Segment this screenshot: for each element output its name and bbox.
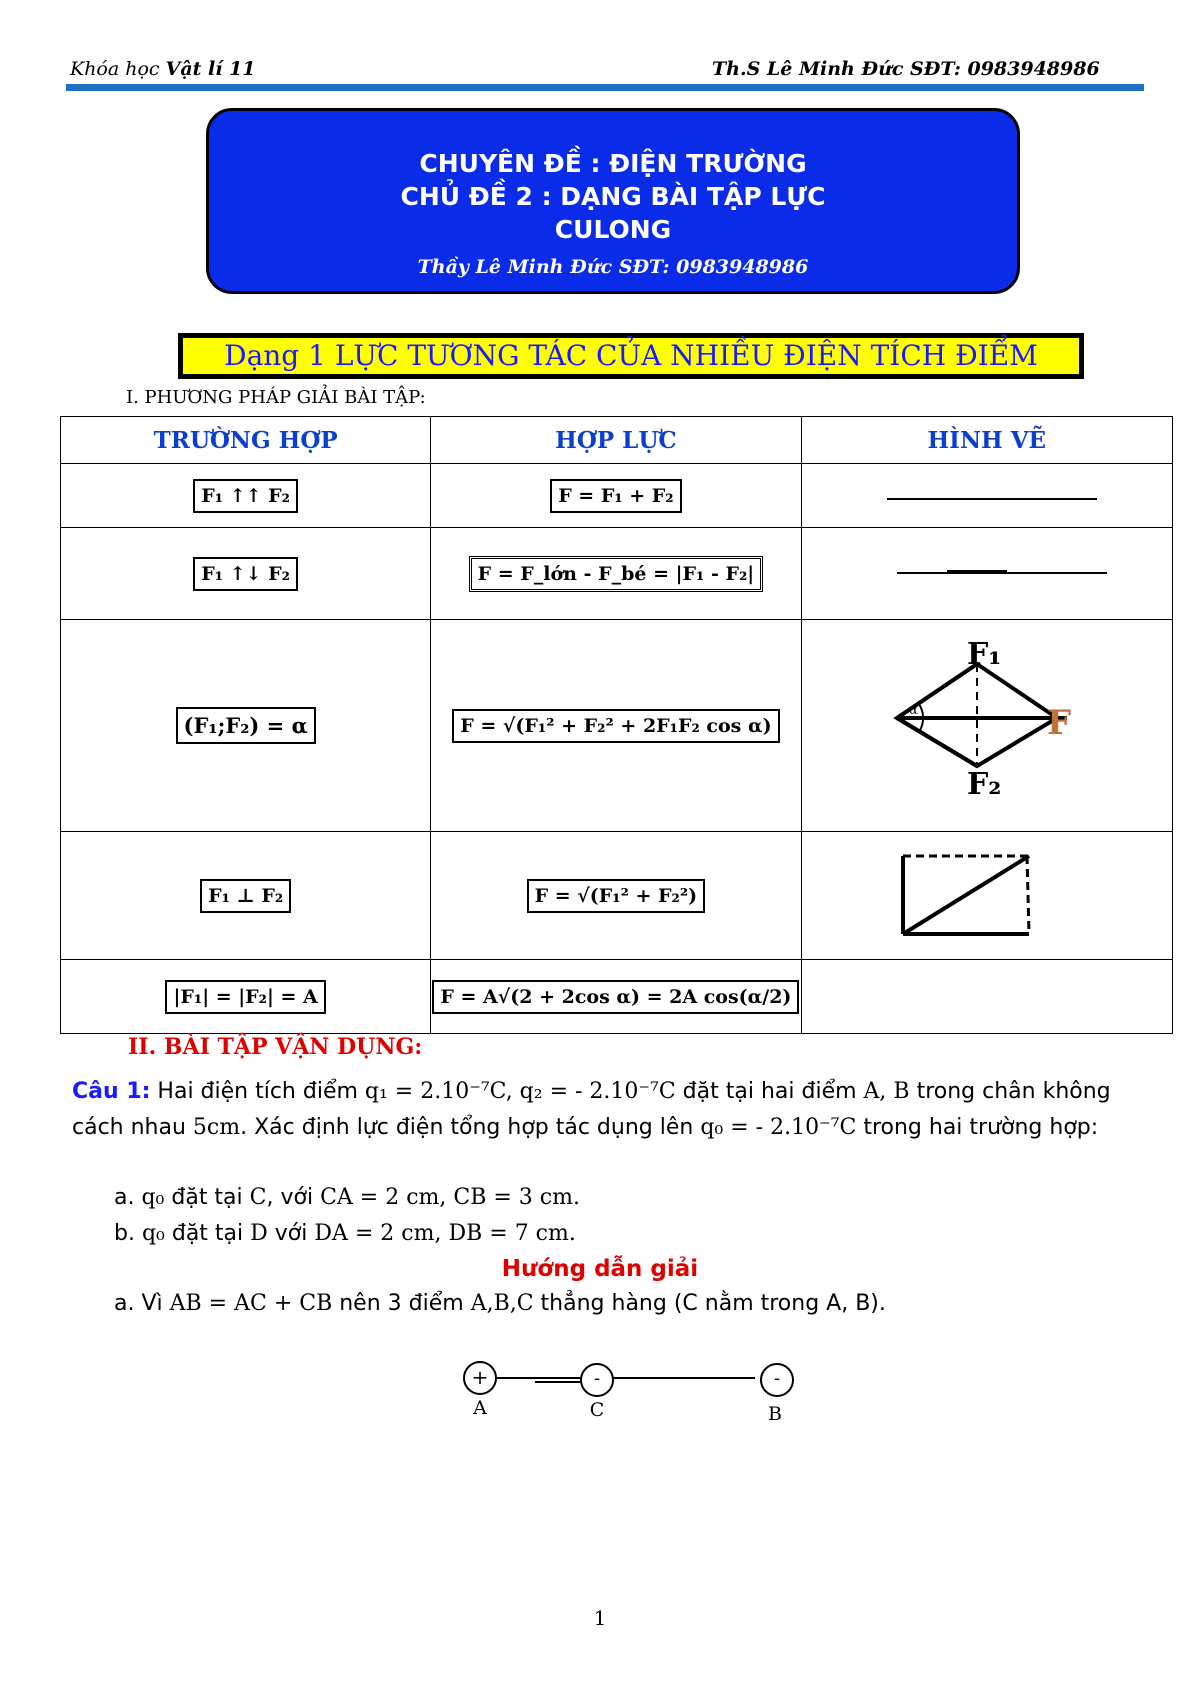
banner-topic: CHUYÊN ĐỀ : ĐIỆN TRƯỜNG bbox=[419, 149, 807, 178]
banner-subtopic: CHỦ ĐỀ 2 : DẠNG BÀI TẬP LỰC bbox=[400, 182, 826, 211]
result-formula: F = A√(2 + 2cos α) = 2A cos(α/2) bbox=[432, 980, 799, 1014]
question-part-a: a. q₀ đặt tại C, với CA = 2 cm, CB = 3 cm. bbox=[114, 1185, 580, 1210]
table-row bbox=[61, 528, 1173, 620]
page-number: 1 bbox=[593, 1606, 607, 1630]
question-part-b: b. q₀ đặt tại D với DA = 2 cm, DB = 7 cm. bbox=[114, 1221, 576, 1246]
antiparallel-forces-figure bbox=[867, 557, 1107, 587]
result-formula: F = F_lớn - F_bé = |F₁ - F₂| bbox=[469, 556, 764, 592]
f-label: F bbox=[1046, 702, 1071, 743]
point-c-label: C bbox=[589, 1399, 605, 1421]
parallel-forces-figure bbox=[867, 479, 1107, 509]
result-formula: F = √(F₁² + F₂² + 2F₁F₂ cos α) bbox=[452, 709, 779, 743]
table-header-row bbox=[61, 417, 1173, 464]
parallelogram-figure bbox=[867, 624, 1107, 824]
table-row bbox=[61, 832, 1173, 960]
header-course: Khóa học Vật lí 11 bbox=[70, 58, 256, 80]
alpha-label: α bbox=[908, 702, 918, 718]
charge-b-sign: - bbox=[773, 1368, 781, 1389]
table-header: HÌNH VẼ bbox=[801, 417, 1172, 464]
header-rule bbox=[66, 84, 1144, 91]
charge-a-sign: + bbox=[471, 1365, 489, 1389]
table-row bbox=[61, 464, 1173, 528]
table-header: HỢP LỰC bbox=[431, 417, 801, 464]
f2-label: F₂ bbox=[966, 766, 1002, 802]
result-formula: F = F₁ + F₂ bbox=[550, 479, 681, 513]
table-header: TRƯỜNG HỢP bbox=[61, 417, 431, 464]
question-1: Câu 1: Hai điện tích điểm q₁ = 2.10⁻⁷C, q₂ = - 2.10⁻⁷C đặt tại hai điểm A, B trong chân không cách nhau 5cm. Xác định lực điện tổng hợp tác dụng lên q₀ = - 2.10⁻⁷C trong hai trường hợp: bbox=[72, 1079, 1111, 1140]
f1-label: F₁ bbox=[966, 636, 1002, 672]
charge-c-sign: - bbox=[593, 1368, 601, 1389]
section-type-title: Dạng 1 LỰC TƯƠNG TÁC CỦA NHIỀU ĐIỆN TÍCH ĐIỂM bbox=[178, 333, 1084, 379]
charges-diagram bbox=[440, 1350, 820, 1430]
section-method-heading: I. PHƯƠNG PHÁP GIẢI BÀI TẬP: bbox=[126, 387, 426, 408]
table-row bbox=[61, 620, 1173, 832]
result-formula: F = √(F₁² + F₂²) bbox=[527, 879, 706, 913]
point-a-label: A bbox=[473, 1397, 487, 1419]
banner-teacher: Thầy Lê Minh Đức SĐT: 0983948986 bbox=[417, 256, 809, 278]
case-formula: F₁ ↑↓ F₂ bbox=[193, 557, 298, 591]
rectangle-figure bbox=[867, 844, 1107, 944]
title-banner bbox=[206, 108, 1020, 294]
section-exercises-heading: II. BÀI TẬP VẬN DỤNG: bbox=[128, 1034, 423, 1060]
banner-subtopic-cont: CULONG bbox=[554, 215, 672, 244]
formula-table bbox=[60, 416, 1173, 1034]
point-b-label: B bbox=[768, 1403, 782, 1425]
case-formula: |F₁| = |F₂| = A bbox=[165, 980, 325, 1014]
case-formula: F₁ ⊥ F₂ bbox=[200, 879, 291, 913]
header-author: Th.S Lê Minh Đức SĐT: 0983948986 bbox=[712, 58, 1100, 80]
case-formula: F₁ ↑↑ F₂ bbox=[193, 479, 298, 513]
case-formula: (F₁;F₂) = α bbox=[176, 707, 316, 744]
table-row bbox=[61, 960, 1173, 1034]
solution-part-a: a. Vì AB = AC + CB nên 3 điểm A,B,C thẳng hàng (C nằm trong A, B). bbox=[114, 1291, 886, 1316]
question-label: Câu 1: bbox=[72, 1079, 151, 1104]
solution-heading: Hướng dẫn giải bbox=[501, 1256, 699, 1282]
